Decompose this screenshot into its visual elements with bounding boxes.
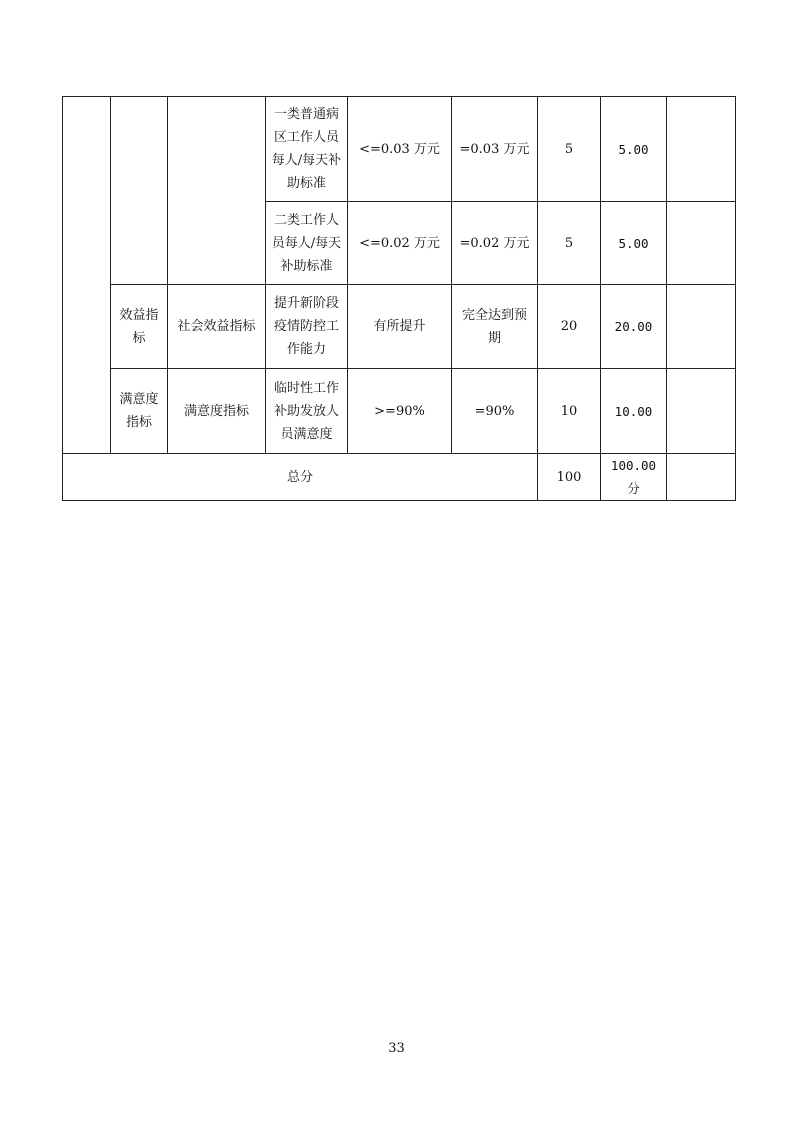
- total-row: [63, 454, 736, 501]
- score-cell: 10.00: [601, 369, 667, 454]
- total-score: 100.00分: [601, 454, 667, 501]
- actual-cell: =0.02 万元: [452, 202, 538, 285]
- target-cell: <=0.03 万元: [348, 97, 452, 202]
- total-label: 总分: [63, 454, 538, 501]
- weight-cell: 20: [538, 285, 601, 369]
- weight-cell: 5: [538, 97, 601, 202]
- table-row: [63, 285, 736, 369]
- note-cell: [667, 202, 736, 285]
- level2-cell: [168, 97, 266, 285]
- note-cell: [667, 285, 736, 369]
- level2-cell: 满意度指标: [168, 369, 266, 454]
- actual-cell: =0.03 万元: [452, 97, 538, 202]
- actual-cell: =90%: [452, 369, 538, 454]
- note-cell: [667, 97, 736, 202]
- indicator-cell: 临时性工作补助发放人员满意度: [266, 369, 348, 454]
- weight-cell: 5: [538, 202, 601, 285]
- level1-cell: 效益指标: [111, 285, 168, 369]
- table-row: [63, 97, 736, 202]
- level1-cell: 满意度指标: [111, 369, 168, 454]
- total-note: [667, 454, 736, 501]
- level2-cell: 社会效益指标: [168, 285, 266, 369]
- level1-cell: [111, 97, 168, 285]
- total-weight: 100: [538, 454, 601, 501]
- indicator-cell: 一类普通病区工作人员每人/每天补助标准: [266, 97, 348, 202]
- table-row: [63, 369, 736, 454]
- outer-category-cell: [63, 97, 111, 454]
- score-cell: 5.00: [601, 202, 667, 285]
- target-cell: >=90%: [348, 369, 452, 454]
- page-number: 33: [388, 1041, 405, 1056]
- score-cell: 5.00: [601, 97, 667, 202]
- indicator-cell: 二类工作人员每人/每天补助标准: [266, 202, 348, 285]
- target-cell: <=0.02 万元: [348, 202, 452, 285]
- note-cell: [667, 369, 736, 454]
- weight-cell: 10: [538, 369, 601, 454]
- indicator-cell: 提升新阶段疫情防控工作能力: [266, 285, 348, 369]
- target-cell: 有所提升: [348, 285, 452, 369]
- score-cell: 20.00: [601, 285, 667, 369]
- performance-table: [62, 96, 736, 501]
- actual-cell: 完全达到预期: [452, 285, 538, 369]
